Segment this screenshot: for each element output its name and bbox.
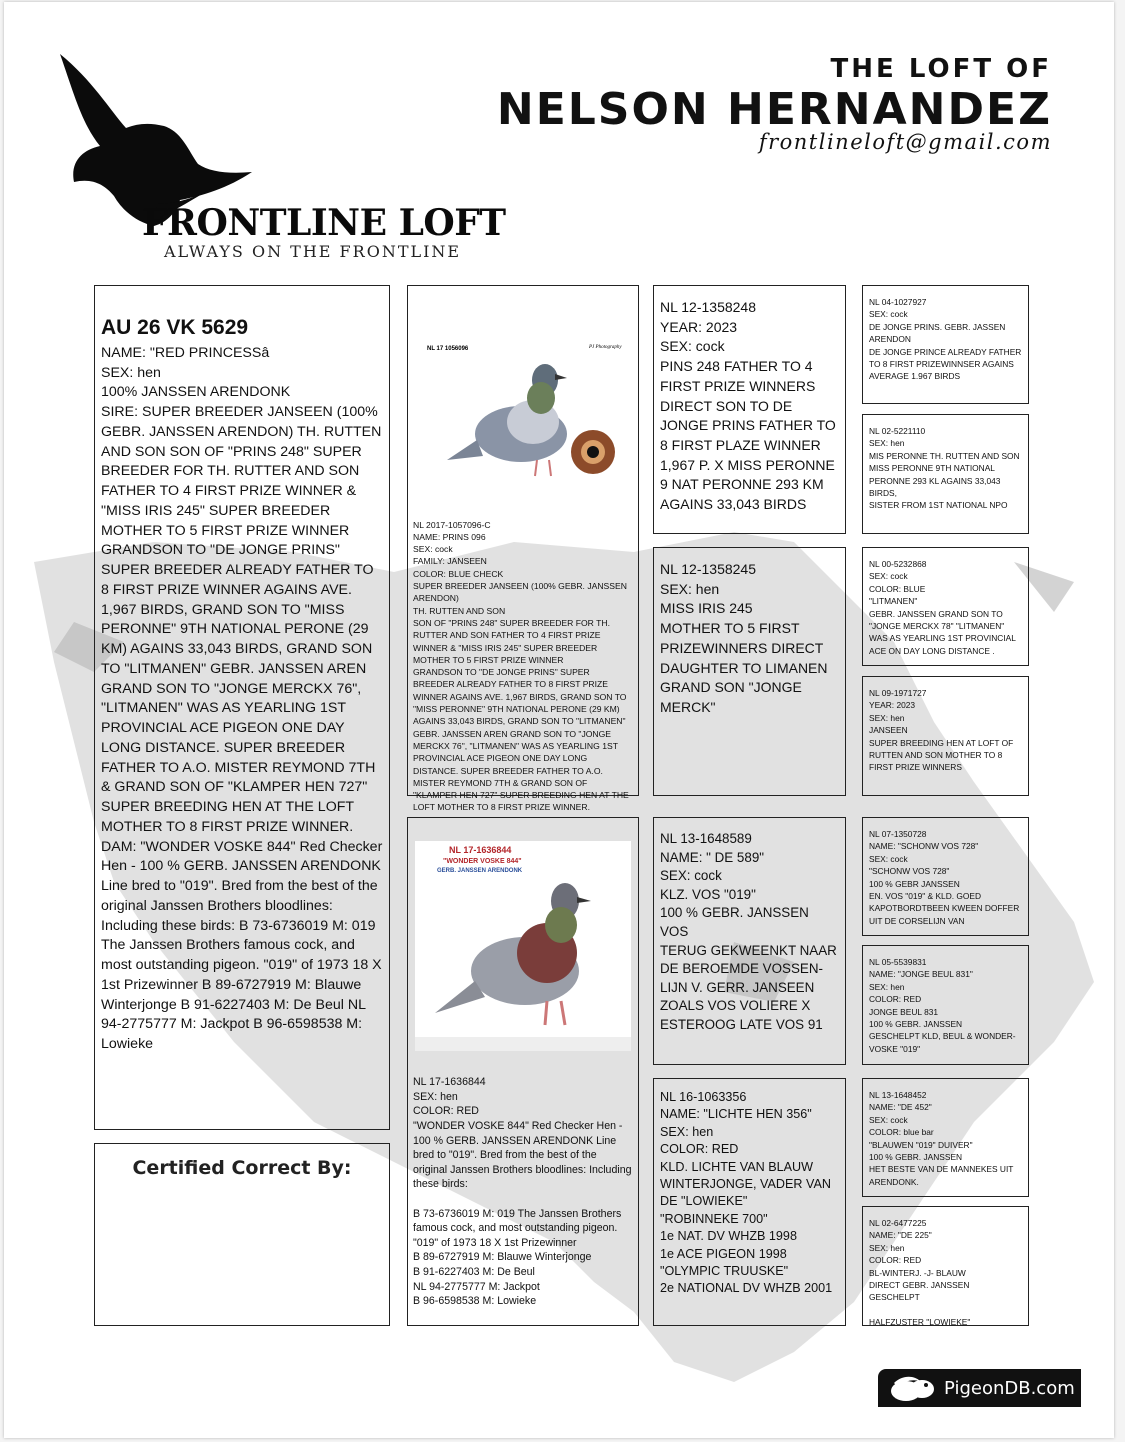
dam-card [407,817,639,1326]
great-grandparent-card: NL 02-6477225 NAME: "DE 225" SEX: hen COLOR: RED BL-WINTERJ. -J- BLAUW DIRECT GEBR. JANSSEN GESCHELPT HALFZUSTER "LOWIEKE" [862,1206,1029,1326]
pigeondb-label: PigeonDB.com [944,1378,1075,1399]
sire-photo [417,310,629,500]
grandparent-card: NL 12-1358248 YEAR: 2023 SEX: cock PINS 248 FATHER TO 4 FIRST PRIZE WINNERS DIRECT SON TO DE JONGE PRINS FATHER TO 8 FIRST PLAZE WINNER 1,967 P. X MISS PERONNE 9 NAT PERONNE 293 KM AGAINS 33,043 BIRDS [653,285,846,534]
dam-photo-name: "WONDER VOSKE 844" [443,857,522,865]
sire-photo-ring: NL 17 1056096 [427,346,469,353]
dam-photo-ring: NL 17-1636844 [449,844,512,855]
owner-name: NELSON HERNANDEZ [496,84,1052,135]
great-grandparent-card: NL 00-5232868 SEX: cock COLOR: BLUE "LITMANEN" GEBR. JANSSEN GRAND SON TO "JONGE MERCKX 78" "LITMANEN" WAS AS YEARLING 1ST PROVINCIAL ACE ON DAY LONG DISTANCE . [862,547,1029,666]
dam-photo-family: GERB. JANSSEN ARENDONK [437,867,523,874]
great-grandparent-card: NL 13-1648452 NAME: "DE 452" SEX: cock COLOR: blue bar "BLAUWEN "019" DUIVER" 100 % GEBR. JANSSEN HET BESTE VAN DE MANNEKES UIT ARENDONK. [862,1078,1029,1197]
brand-tagline: ALWAYS ON THE FRONTLINE [164,242,462,261]
subject-details: NAME: "RED PRINCESSâ SEX: hen 100% JANSSEN ARENDONK SIRE: SUPER BREEDER JANSEEN (100% GEBR. JANSSEN ARENDON) TH. RUTTEN AND SON SON OF "PRINS 248" SUPER BREEDER FOR TH. RUTTER AND SON FATHER TO 4 FIRST PRIZE WINNER & "MISS IRIS 245" SUPER BREEDER MOTHER TO 5 FIRST PRIZE WINNER GRANDSON TO "DE JONGE PRINS" SUPER BREEDER ALREADY FATHER TO 8 FIRST PRIZE WINNER AGAINS AVE. 1,967 BIRDS, GRAND SON TO "MISS PERONNE" 9TH NATIONAL PERONE (29 KM) AGAINS 33,043 BIRDS, GRAND SON TO "LITMANEN" GEBR. JANSSEN AREN GRAND SON TO "JONGE MERCKX 76", "LITMANEN" WAS AS YEARLING 1ST PROVINCIAL ACE PIGEON ONE DAY LONG DISTANCE. SUPER BREEDER FATHER TO A.O. MISTER REYMOND 7TH & GRAND SON OF "KLAMPER HEN 727" SUPER BREEDING HEN AT THE LOFT MOTHER TO 8 FIRST PRIZE WINNER. DAM: "WONDER VOSKE 844" Red Checker Hen - 100 % GERB. JANSSEN ARENDONK Line bred to "019". Bred from the best of the original Janssen Brothers bloodlines: Including these birds: B 73-6736019 M: 019 The Janssen Brothers famous cock, and most outstanding pigeon. "019" of 1973 18 X 1st Prizewinner B 89-6727919 M: Blauwe Winterjonge B 91-6227403 M: De Beul NL 94-2775777 M: Jackpot B 96-6598538 M: Lowieke [101,344,383,1052]
pigeondb-badge[interactable] [878,1369,1081,1407]
great-grandparent-card: NL 05-5539831 NAME: "JONGE BEUL 831" SEX: hen COLOR: RED JONGE BEUL 831 100 % GEBR. JANSSEN GESCHELPT KLD, BEUL & WONDER-VOSKE "019" [862,945,1029,1065]
certification-box [94,1143,390,1326]
great-grandparent-card: NL 02-5221110 SEX: hen MIS PERONNE TH. RUTTEN AND SON MISS PERONNE 9TH NATIONAL PERONNE 293 KL AGAINS 33,043 BIRDS, SISTER FROM 1ST NATIONAL NPO [862,414,1029,534]
great-grandparent-card: NL 07-1350728 NAME: "SCHONW VOS 728" SEX: cock "SCHONW VOS 728" 100 % GEBR JANSSEN EN. VOS "019" & KLD. GOED KAPOTBORDTBEEN KWEEN DOFFER UIT DE CORSELIJN VAN [862,817,1029,936]
great-grandparent-card: NL 04-1027927 SEX: cock DE JONGE PRINS. GEBR. JASSEN ARENDON DE JONGE PRINCE ALREADY FATHER TO 8 FIRST PRIZEWINNSER AGAINS AVERAGE 1.967 BIRDS [862,285,1029,404]
certification-label: Certified Correct By: [132,1157,352,1179]
pedigree-page [4,2,1114,1438]
sire-photo-credit: PJ Photography [589,345,622,351]
header-loft-of: THE LOFT OF [830,54,1052,84]
dam-photo [415,841,631,1051]
owner-email: frontlineloft@gmail.com [758,130,1052,154]
great-grandparent-card: NL 09-1971727 YEAR: 2023 SEX: hen JANSEEN SUPER BREEDING HEN AT LOFT OF RUTTEN AND SON MOTHER TO 8 FIRST PRIZE WINNERS [862,676,1029,796]
grandparent-card: NL 16-1063356 NAME: "LICHTE HEN 356" SEX: hen COLOR: RED KLD. LICHTE VAN BLAUW WINTERJONGE, VADER VAN DE "LOWIEKE" "ROBINNEKE 700" 1e NAT. DV WHZB 1998 1e ACE PIGEON 1998 "OLYMPIC TRUUSKE" 2e NATIONAL DV WHZB 2001 [653,1078,846,1326]
sire-details: NL 2017-1057096-C NAME: PRINS 096 SEX: cock FAMILY: JANSEEN COLOR: BLUE CHECK SUPER BREEDER JANSEEN (100% GEBR. JANSSEN ARENDON) TH. RUTTEN AND SON SON OF "PRINS 248" SUPER BREEDER FOR TH. RUTTER AND SON FATHER TO 4 FIRST PRIZE WINNER & "MISS IRIS 245" SUPER BREEDER MOTHER TO 5 FIRST PRIZE WINNER GRANDSON TO "DE JONGE PRINS" SUPER BREEDER ALREADY FATHER TO 8 FIRST PRIZE WINNER AGAINS AVE. 1,967 BIRDS, GRAND SON TO "MISS PERONNE" 9TH NATIONAL PERONE (29 KM) AGAINS 33,043 BIRDS, GRAND SON TO "LITMANEN" GEBR. JANSSEN AREN GRAND SON TO "JONGE MERCKX 76", "LITMANEN" WAS AS YEARLING 1ST PROVINCIAL ACE PIGEON ONE DAY LONG DISTANCE. SUPER BREEDER FATHER TO A.O. MISTER REYMOND 7TH & GRAND SON OF "KLAMPER HEN 727" SUPER BREEDING HEN AT THE LOFT MOTHER TO 8 FIRST PRIZE WINNER. [413,519,629,813]
sire-card [407,285,639,813]
subject-ring: AU 26 VK 5629 [101,315,249,339]
grandparent-card: NL 12-1358245 SEX: hen MISS IRIS 245 MOTHER TO 5 FIRST PRIZEWINNERS DIRECT DAUGHTER TO LIMANEN GRAND SON "JONGE MERCK" [653,547,846,796]
dam-details: NL 17-1636844 SEX: hen COLOR: RED "WONDER VOSKE 844" Red Checker Hen - 100 % GERB. JANSSEN ARENDONK Line bred to "019". Bred from the best of the original Janssen Brothers bloodlines: Including these birds: B 73-6736019 M: 019 The Janssen Brothers famous cock, and most outstanding pigeon. "019" of 1973 18 X 1st Prizewinner B 89-6727919 M: Blauwe Winterjonge B 91-6227403 M: De Beul NL 94-2775777 M: Jackpot B 96-6598538 M: Lowieke [413,1076,632,1308]
pigeondb-logo-icon [886,1373,940,1403]
grandparent-card: NL 13-1648589 NAME: " DE 589" SEX: cock KLZ. VOS "019" 100 % GEBR. JANSSEN VOS TERUG GEKWEENKT NAAR DE BEROEMDE VOSSEN-LIJN V. GERR. JANSEEN ZOALS VOS VOLIERE X ESTEROOG LATE VOS 91 [653,817,846,1065]
brand-name: FRONTLINE LOFT [142,202,506,244]
subject-card [94,285,390,1130]
